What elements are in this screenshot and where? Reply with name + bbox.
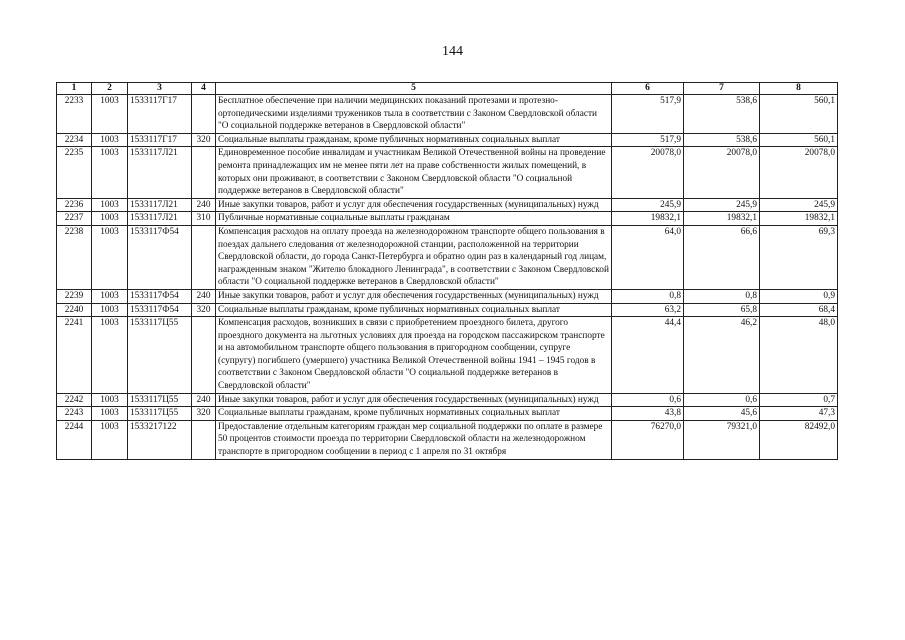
amount-year1-cell: 0,6 (612, 393, 684, 407)
description-cell: Иные закупки товаров, работ и услуг для обеспечения государственных (муниципальных) нужд (216, 289, 612, 303)
amount-year3-cell: 0,9 (760, 289, 838, 303)
section-code-cell: 1003 (92, 420, 128, 459)
table-row (57, 133, 838, 147)
expense-type-cell: 240 (192, 289, 216, 303)
section-code-cell: 1003 (92, 289, 128, 303)
target-article-code-cell: 1533117Г17 (128, 95, 192, 134)
description-cell: Социальные выплаты гражданам, кроме публичных нормативных социальных выплат (216, 303, 612, 317)
expense-type-cell: 320 (192, 133, 216, 147)
row-number-cell: 2237 (57, 212, 92, 226)
expense-type-cell: 310 (192, 212, 216, 226)
amount-year2-cell: 46,2 (684, 317, 760, 394)
row-number-cell: 2240 (57, 303, 92, 317)
target-article-code-cell: 1533117Г17 (128, 133, 192, 147)
amount-year3-cell: 82492,0 (760, 420, 838, 459)
target-article-code-cell: 1533117Ц55 (128, 317, 192, 394)
amount-year3-cell: 20078,0 (760, 147, 838, 198)
amount-year2-cell: 538,6 (684, 95, 760, 134)
amount-year2-cell: 66,6 (684, 225, 760, 289)
target-article-code-cell: 1533117Ф54 (128, 289, 192, 303)
section-code-cell: 1003 (92, 133, 128, 147)
budget-table (56, 82, 838, 460)
row-number-cell: 2244 (57, 420, 92, 459)
amount-year1-cell: 0,8 (612, 289, 684, 303)
expense-type-cell: 320 (192, 303, 216, 317)
description-cell: Компенсация расходов на оплату проезда на железнодорожном транспорте общего пользования в поездах дальнего следования от железнодорожной станции, расположенной на территории Свердловской области, до города Санкт-Петербурга и обратно один раз в календарный год лицам, награжденным знаком "Жителю блокадного Ленинграда", в соответствии с Законом Свердловской области "О социальной поддержке ветеранов в Свердловской области" (216, 225, 612, 289)
column-header: 3 (128, 83, 192, 95)
amount-year3-cell: 19832,1 (760, 212, 838, 226)
target-article-code-cell: 1533117Л21 (128, 198, 192, 212)
section-code-cell: 1003 (92, 147, 128, 198)
table-row (57, 225, 838, 289)
amount-year3-cell: 68,4 (760, 303, 838, 317)
section-code-cell: 1003 (92, 407, 128, 421)
amount-year3-cell: 560,1 (760, 133, 838, 147)
amount-year1-cell: 44,4 (612, 317, 684, 394)
description-cell: Иные закупки товаров, работ и услуг для обеспечения государственных (муниципальных) нужд (216, 198, 612, 212)
amount-year1-cell: 64,0 (612, 225, 684, 289)
section-code-cell: 1003 (92, 303, 128, 317)
row-number-cell: 2239 (57, 289, 92, 303)
section-code-cell: 1003 (92, 198, 128, 212)
row-number-cell: 2236 (57, 198, 92, 212)
column-header: 2 (92, 83, 128, 95)
row-number-cell: 2235 (57, 147, 92, 198)
expense-type-cell: 240 (192, 393, 216, 407)
target-article-code-cell: 1533117Ф54 (128, 303, 192, 317)
target-article-code-cell: 1533117Ц55 (128, 407, 192, 421)
table-row (57, 303, 838, 317)
target-article-code-cell: 1533117Ф54 (128, 225, 192, 289)
table-row (57, 317, 838, 394)
amount-year2-cell: 0,8 (684, 289, 760, 303)
expense-type-cell (192, 95, 216, 134)
section-code-cell: 1003 (92, 317, 128, 394)
table-row (57, 393, 838, 407)
amount-year3-cell: 0,7 (760, 393, 838, 407)
row-number-cell: 2234 (57, 133, 92, 147)
column-header: 7 (684, 83, 760, 95)
expense-type-cell (192, 147, 216, 198)
row-number-cell: 2241 (57, 317, 92, 394)
table-row (57, 212, 838, 226)
table-row (57, 95, 838, 134)
amount-year1-cell: 245,9 (612, 198, 684, 212)
column-header: 1 (57, 83, 92, 95)
amount-year2-cell: 65,8 (684, 303, 760, 317)
expense-type-cell: 320 (192, 407, 216, 421)
amount-year1-cell: 63,2 (612, 303, 684, 317)
table-header-row (57, 83, 838, 95)
amount-year2-cell: 19832,1 (684, 212, 760, 226)
target-article-code-cell: 1533117Л21 (128, 212, 192, 226)
expense-type-cell: 240 (192, 198, 216, 212)
column-header: 5 (216, 83, 612, 95)
description-cell: Компенсация расходов, возникших в связи с приобретением проездного билета, другого проездного документа на льготных условиях для проезда на городском пассажирском транспорте и на автомобильном транспорте общего пользования в пригородном сообщении, супруге (супругу) погибшего (умершего) участника Великой Отечественной войны 1941 – 1945 годов в соответствии с Законом Свердловской области "О социальной поддержке ветеранов в Свердловской области" (216, 317, 612, 394)
target-article-code-cell: 1533117Л21 (128, 147, 192, 198)
target-article-code-cell: 1533117Ц55 (128, 393, 192, 407)
section-code-cell: 1003 (92, 393, 128, 407)
row-number-cell: 2233 (57, 95, 92, 134)
expense-type-cell (192, 420, 216, 459)
amount-year1-cell: 43,8 (612, 407, 684, 421)
description-cell: Иные закупки товаров, работ и услуг для обеспечения государственных (муниципальных) нужд (216, 393, 612, 407)
target-article-code-cell: 1533217122 (128, 420, 192, 459)
description-cell: Бесплатное обеспечение при наличии медицинских показаний протезами и протезно-ортопедическими изделиями тружеников тыла в соответствии с Законом Свердловской области "О социальной поддержке ветеранов в Свердловской области" (216, 95, 612, 134)
amount-year2-cell: 79321,0 (684, 420, 760, 459)
amount-year3-cell: 560,1 (760, 95, 838, 134)
row-number-cell: 2238 (57, 225, 92, 289)
amount-year3-cell: 245,9 (760, 198, 838, 212)
amount-year1-cell: 76270,0 (612, 420, 684, 459)
description-cell: Публичные нормативные социальные выплаты гражданам (216, 212, 612, 226)
description-cell: Единовременное пособие инвалидам и участникам Великой Отечественной войны на проведение ремонта принадлежащих им не менее пяти лет на праве собственности жилых помещений, в которых они проживают, в соответствии с Законом Свердловской области "О социальной поддержке ветеранов в Свердловской области" (216, 147, 612, 198)
amount-year2-cell: 0,6 (684, 393, 760, 407)
amount-year1-cell: 517,9 (612, 95, 684, 134)
column-header: 6 (612, 83, 684, 95)
table-row (57, 407, 838, 421)
amount-year1-cell: 517,9 (612, 133, 684, 147)
section-code-cell: 1003 (92, 225, 128, 289)
section-code-cell: 1003 (92, 212, 128, 226)
amount-year1-cell: 20078,0 (612, 147, 684, 198)
amount-year2-cell: 45,6 (684, 407, 760, 421)
amount-year1-cell: 19832,1 (612, 212, 684, 226)
row-number-cell: 2242 (57, 393, 92, 407)
amount-year3-cell: 48,0 (760, 317, 838, 394)
description-cell: Социальные выплаты гражданам, кроме публичных нормативных социальных выплат (216, 133, 612, 147)
amount-year2-cell: 538,6 (684, 133, 760, 147)
description-cell: Предоставление отдельным категориям граждан мер социальной поддержки по оплате в размере 50 процентов стоимости проезда по территории Свердловской области на железнодорожном транспорте в пригородном сообщении в период с 1 апреля по 31 октября (216, 420, 612, 459)
column-header: 4 (192, 83, 216, 95)
column-header: 8 (760, 83, 838, 95)
expense-type-cell (192, 225, 216, 289)
amount-year3-cell: 69,3 (760, 225, 838, 289)
description-cell: Социальные выплаты гражданам, кроме публичных нормативных социальных выплат (216, 407, 612, 421)
expense-type-cell (192, 317, 216, 394)
row-number-cell: 2243 (57, 407, 92, 421)
table-row (57, 420, 838, 459)
table-row (57, 147, 838, 198)
amount-year2-cell: 20078,0 (684, 147, 760, 198)
amount-year2-cell: 245,9 (684, 198, 760, 212)
page-number: 144 (442, 44, 463, 59)
table-row (57, 198, 838, 212)
amount-year3-cell: 47,3 (760, 407, 838, 421)
section-code-cell: 1003 (92, 95, 128, 134)
table-row (57, 289, 838, 303)
